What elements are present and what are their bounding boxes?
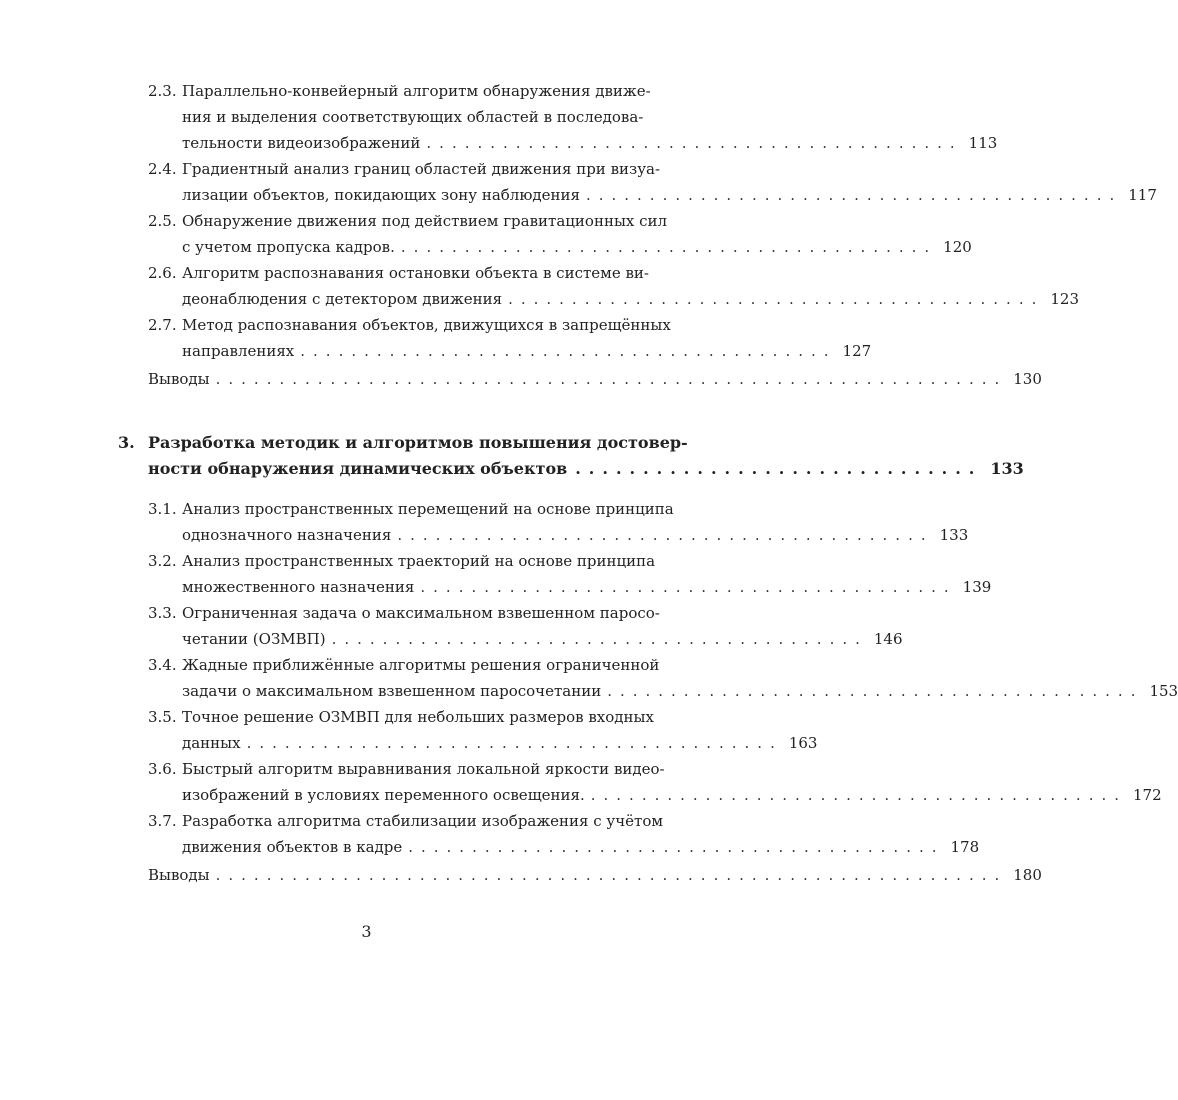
toc-page-number: 120 xyxy=(943,238,972,256)
toc-entry-3-7[interactable] xyxy=(148,808,980,860)
toc-section-2 xyxy=(148,78,1157,364)
toc-entry-2-7[interactable] xyxy=(148,312,872,364)
toc-entry-3-4[interactable] xyxy=(148,652,1178,704)
toc-entry-2-3[interactable] xyxy=(148,78,998,156)
chapter-page-number: 133 xyxy=(990,459,1024,478)
toc-entry-text: Алгоритм распознавания остановки объекта в системе ви- xyxy=(182,264,649,282)
toc-entry-number: 3.4. xyxy=(148,656,177,674)
toc-entry-number: 2.7. xyxy=(148,316,177,334)
toc-page-number: 153 xyxy=(1149,682,1178,700)
toc-entry-number: 2.5. xyxy=(148,212,177,230)
toc-page-number: 178 xyxy=(950,838,980,856)
toc-entry-text: Ограниченная задача о максимальном взвешенном паросо- xyxy=(182,604,660,622)
dot-leader: .......................................... xyxy=(300,342,837,360)
toc-page-number: 133 xyxy=(939,526,969,544)
toc-entry-text: направлениях xyxy=(182,342,295,360)
dot-leader: .............................. xyxy=(575,459,983,478)
toc-entry-text: Обнаружение движения под действием гравитационных сил xyxy=(182,212,668,230)
dot-leader: .......................................... xyxy=(508,290,1045,308)
toc-entry-3-6[interactable] xyxy=(148,756,1162,808)
toc-entry-text: Выводы xyxy=(148,370,210,388)
toc-entry-3-1[interactable] xyxy=(148,496,969,548)
toc-entry-text: данных xyxy=(182,734,241,752)
toc-chapter-3[interactable] xyxy=(118,430,1024,482)
chapter-title: Разработка методик и алгоритмов повышения достовер- xyxy=(148,433,688,452)
toc-entry-number: 3.2. xyxy=(148,552,177,570)
toc-page-number: 113 xyxy=(968,134,998,152)
toc-entry-number: 3.3. xyxy=(148,604,177,622)
toc-entry-text: движения объектов в кадре xyxy=(182,838,403,856)
toc-entry-text: однозначного назначения xyxy=(182,526,392,544)
toc-entry-text: четании (ОЗМВП) xyxy=(182,630,326,648)
toc-entry-text: с учетом пропуска кадров. xyxy=(182,238,395,256)
toc-entry-text: Жадные приближённые алгоритмы решения ограниченной xyxy=(182,656,660,674)
dot-leader: .......................................... xyxy=(400,238,938,256)
toc-entry-text: лизации объектов, покидающих зону наблюдения xyxy=(182,186,580,204)
chapter-title: ности обнаружения динамических объектов xyxy=(148,459,568,478)
toc-page-number: 172 xyxy=(1133,786,1162,804)
toc-entry-text: Быстрый алгоритм выравнивания локальной яркости видео- xyxy=(182,760,665,778)
toc-entry-2-5[interactable] xyxy=(148,208,972,260)
dot-leader: .......................................... xyxy=(420,578,957,596)
toc-entry-number: 3.7. xyxy=(148,812,177,830)
toc-entry-text: ния и выделения соответствующих областей в последова- xyxy=(182,108,644,126)
dot-leader: .............................................................. xyxy=(215,866,1008,884)
dot-leader: .......................................... xyxy=(408,838,945,856)
toc-entry-text: Разработка алгоритма стабилизации изображения с учётом xyxy=(182,812,664,830)
toc-entry-text: Анализ пространственных траекторий на основе принципа xyxy=(182,552,656,570)
toc-entry-text: Параллельно-конвейерный алгоритм обнаружения движе- xyxy=(182,82,651,100)
toc-entry-text: Выводы xyxy=(148,866,210,884)
toc-section-3 xyxy=(148,496,1178,860)
toc-entry-number: 3.1. xyxy=(148,500,177,518)
toc-page-number: 123 xyxy=(1050,290,1079,308)
toc-entry-3-5[interactable] xyxy=(148,704,818,756)
dot-leader: .......................................... xyxy=(397,526,934,544)
chapter-number: 3. xyxy=(118,433,135,452)
dot-leader: .......................................... xyxy=(590,786,1128,804)
toc-entry-conclusions-3[interactable] xyxy=(148,862,1042,888)
toc-entry-2-6[interactable] xyxy=(148,260,1079,312)
toc-entry-text: множественного назначения xyxy=(182,578,415,596)
toc-entry-text: изображений в условиях переменного освещения. xyxy=(182,786,585,804)
toc-entry-text: деонаблюдения с детектором движения xyxy=(182,290,503,308)
toc-entry-text: Анализ пространственных перемещений на основе принципа xyxy=(182,500,674,518)
toc-entry-number: 2.4. xyxy=(148,160,177,178)
toc-entry-text: Точное решение ОЗМВП для небольших размеров входных xyxy=(182,708,654,726)
toc-page-number: 146 xyxy=(873,630,903,648)
toc-page-number: 139 xyxy=(962,578,992,596)
dot-leader: .......................................... xyxy=(607,682,1144,700)
toc-page-number: 180 xyxy=(1013,866,1042,884)
dot-leader: .......................................... xyxy=(426,134,963,152)
dot-leader: .......................................... xyxy=(246,734,783,752)
dot-leader: .......................................... xyxy=(331,630,868,648)
dot-leader: .......................................... xyxy=(585,186,1123,204)
dot-leader: .............................................................. xyxy=(215,370,1008,388)
toc-entry-number: 2.3. xyxy=(148,82,177,100)
toc-page-number: 127 xyxy=(842,342,872,360)
toc-entry-text: задачи о максимальном взвешенном паросочетании xyxy=(182,682,602,700)
toc-entry-number: 3.6. xyxy=(148,760,177,778)
toc-entry-number: 2.6. xyxy=(148,264,177,282)
toc-entry-conclusions-2[interactable] xyxy=(148,366,1042,392)
toc-entry-number: 3.5. xyxy=(148,708,177,726)
toc-entry-2-4[interactable] xyxy=(148,156,1157,208)
toc-entry-text: Метод распознавания объектов, движущихся в запрещённых xyxy=(182,316,671,334)
toc-page-number: 163 xyxy=(788,734,818,752)
toc-entry-text: тельности видеоизображений xyxy=(182,134,421,152)
toc-entry-3-2[interactable] xyxy=(148,548,992,600)
toc-page-number: 130 xyxy=(1013,370,1042,388)
toc-entry-3-3[interactable] xyxy=(148,600,903,652)
page-number-footer: 3 xyxy=(361,922,372,941)
toc-entry-text: Градиентный анализ границ областей движения при визуа- xyxy=(182,160,661,178)
toc-page-number: 117 xyxy=(1128,186,1157,204)
